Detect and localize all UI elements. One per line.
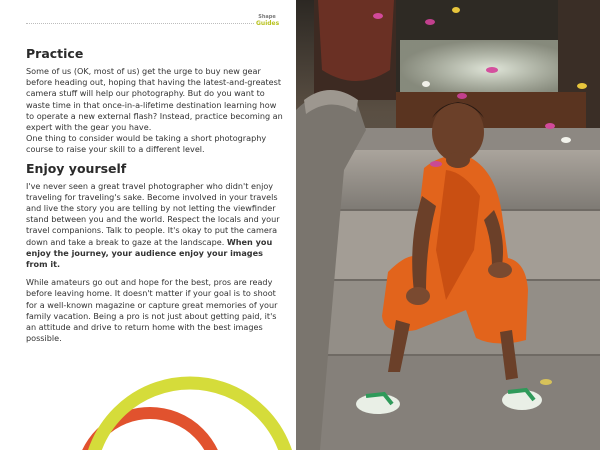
heading-enjoy-yourself: Enjoy yourself (26, 160, 127, 176)
logo-top-text: Shape (258, 14, 276, 20)
monk-photo (296, 0, 600, 450)
article-body (26, 46, 284, 344)
practice-paragraph-2: One thing to consider would be taking a short photography course to raise your skill to a different level. (26, 133, 267, 155)
orange-ring (81, 413, 219, 450)
heading-practice: Practice (26, 46, 84, 61)
enjoy-paragraph-1-text: I've never seen a great travel photographer who didn't enjoy traveling for traveling's sake. Become involved in your travels and live the story you are telling by not letting the viewfinder stand between you and the world. Respect the locals and your travel companions. Talk to people. It's okay to put the camera down and take a break to gaze at the landscape. (26, 180, 280, 247)
brand-logo (256, 14, 278, 34)
text-page (0, 0, 296, 450)
enjoy-paragraph-1 (26, 181, 284, 271)
yellow-ring (89, 383, 291, 450)
enjoy-paragraph-1-bold: When you enjoy the journey, your audience enjoy your images from it. (26, 236, 273, 270)
enjoy-paragraph-2: While amateurs go out and hope for the best, pros are ready before leaving home. It doesn't matter if your goal is to shoot for a well-known magazine or capture great memories of your family vacation. Being a pro is not just about getting paid, it's an attitude and drive to return home with the best images possible. (26, 277, 278, 344)
practice-paragraph-1: Some of us (OK, most of us) get the urge to buy new gear before heading out, hoping that having the latest-and-greatest camera stuff will help our photography. But do you want to waste time in that once-in-a-lifetime destination learning how to operate a new external flash? Instead, practice becoming an expert with the gear you have. (26, 66, 283, 133)
photo-illustration (296, 0, 600, 450)
logo-bottom-text: Guides (256, 20, 280, 27)
header-rule (26, 23, 254, 24)
